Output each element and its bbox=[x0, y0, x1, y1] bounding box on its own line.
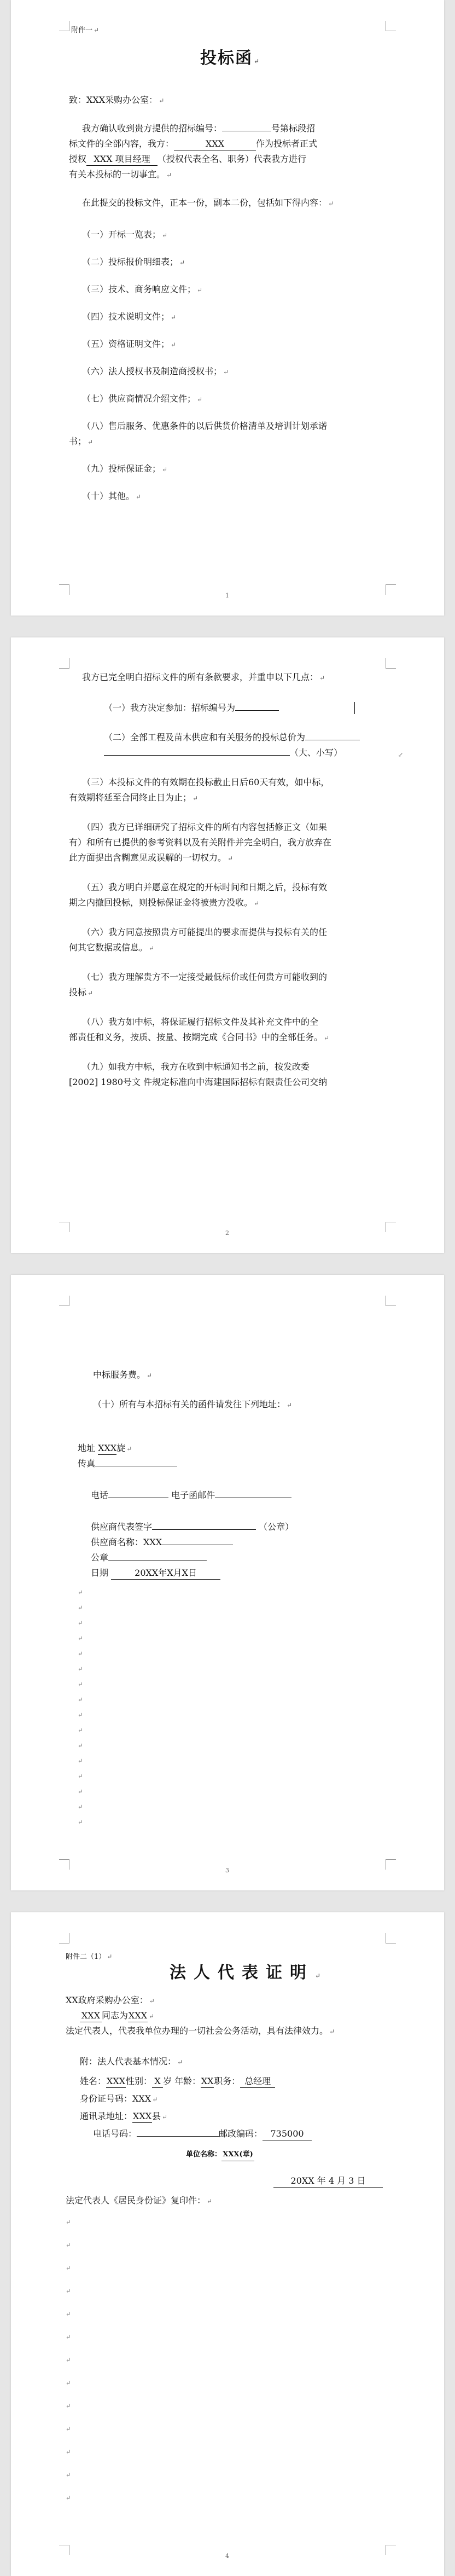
para-6-line-2: 何其它数据或信息。 ↵ bbox=[69, 942, 155, 953]
paragraph-mark-icon: ↵ bbox=[78, 1650, 83, 1657]
list-item: （九）投标保证金； ↵ bbox=[82, 463, 168, 474]
attachment-label: 附件一 ↵ bbox=[71, 26, 100, 34]
page-number: 4 bbox=[225, 2552, 229, 2560]
paragraph-mark-icon: ↵ bbox=[66, 2265, 71, 2272]
paragraph-mark-icon: ↵ bbox=[66, 2242, 71, 2249]
list-item: （五）资格证明文件； ↵ bbox=[82, 339, 177, 349]
crop-mark-bottom-right bbox=[386, 584, 396, 595]
page-title: 法人代表证明 ↵ bbox=[170, 1963, 329, 1982]
comrade-line: XXX 同志为XXX ↵ bbox=[80, 2010, 154, 2022]
para-1: （一）我方决定参加：招标编号为 bbox=[104, 702, 279, 714]
page-number: 3 bbox=[225, 1867, 229, 1874]
crop-mark-top-left bbox=[59, 1933, 69, 1943]
unit-name-line: 单位名称： XXX(章) bbox=[186, 2149, 254, 2161]
submit-line: 在此提交的投标文件，正本一份，副本二份，包括如下得内容： ↵ bbox=[82, 198, 334, 208]
intro-line-1: 我方确认收到贵方提供的招标编号： 号第标段招 bbox=[82, 123, 316, 134]
crop-mark-top-right bbox=[386, 1933, 396, 1943]
list-item: （三）技术、商务响应文件； ↵ bbox=[82, 284, 203, 294]
paragraph-mark-icon: ↵ bbox=[78, 1604, 83, 1611]
para-5-line-1: （五）我方明白并愿意在规定的开标时间和日期之后，投标有效 bbox=[82, 882, 328, 892]
crop-mark-bottom-right bbox=[386, 1222, 396, 1232]
page-number: 1 bbox=[225, 592, 229, 599]
paragraph-mark-icon: ↵ bbox=[78, 1727, 83, 1734]
paragraph-mark-icon: ↵ bbox=[66, 2357, 71, 2364]
list-item: （二）投标报价明细表； ↵ bbox=[82, 257, 185, 267]
document-page-1 bbox=[11, 0, 444, 616]
para-6-line-1: （六）我方同意按照贵方可能提出的要求而提供与投标有关的任 bbox=[82, 927, 328, 937]
paragraph-mark-icon: ↵ bbox=[78, 1788, 83, 1795]
para-9-line-2: [2002] 1980号文 件规定标准向中海建国际招标有限责任公司交纳 bbox=[69, 1077, 328, 1087]
crop-mark-bottom-left bbox=[59, 2545, 69, 2555]
page-number: 2 bbox=[225, 1229, 229, 1237]
page-title: 投标函 ↵ bbox=[200, 49, 261, 68]
service-fee-line: 中标服务费。 ↵ bbox=[93, 1370, 153, 1380]
document-page-4 bbox=[11, 1912, 444, 2576]
list-item: （十）其他。 ↵ bbox=[82, 491, 142, 501]
crop-mark-bottom-left bbox=[59, 1222, 69, 1232]
id-copy-heading: 法定代表人《居民身份证》复印件： ↵ bbox=[66, 2195, 213, 2206]
crop-mark-bottom-right bbox=[386, 1859, 396, 1870]
date-line: 日期 20XX年X月X日 bbox=[91, 1567, 220, 1580]
crop-mark-bottom-left bbox=[59, 584, 69, 595]
document-page-3 bbox=[11, 1275, 444, 1890]
paragraph-mark-icon: ↵ bbox=[66, 2449, 71, 2456]
paragraph-mark-icon: ↵ bbox=[78, 1681, 83, 1688]
crop-mark-bottom-right bbox=[386, 2545, 396, 2555]
crop-mark-top-left bbox=[59, 658, 69, 669]
paragraph-mark-icon: ↵ bbox=[66, 2494, 71, 2502]
supplier-name-line: 供应商名称：XXX bbox=[91, 1536, 233, 1548]
para-4-line-1: （四）我方已详细研究了招标文件的所有内容包括修正文（如果 bbox=[82, 822, 328, 832]
para-3-line-1: （三）本投标文件的有效期在投标截止日后60天有效，如中标， bbox=[82, 777, 330, 787]
para-3-line-2: 有效期将延至合同终止日为止； ↵ bbox=[69, 792, 199, 803]
paragraph-mark-icon: ↵ bbox=[66, 2426, 71, 2433]
paragraph-mark-icon: ↵ bbox=[78, 1589, 83, 1596]
attachment-note: 附：法人代表基本情况： ↵ bbox=[80, 2056, 183, 2067]
list-item: （八）售后服务、优惠条件的以后供货价格清单及培训计划承诺 bbox=[82, 421, 328, 431]
para-2-line-2: （大、小写） bbox=[104, 747, 342, 759]
para-8-line-2: 部责任和义务，按质、按量、按期完成《合同书》中的全部任务。 ↵ bbox=[69, 1032, 330, 1042]
paragraph-mark-icon: ↵ bbox=[78, 1819, 83, 1826]
paragraph-mark-icon: ↵ bbox=[66, 2380, 71, 2387]
crop-mark-top-right bbox=[386, 21, 396, 31]
para-5-line-2: 期之内撤回投标，则投标保证金将被贵方没收。 ↵ bbox=[69, 897, 260, 908]
phone-zip-line: 电话号码： 邮政编码： 735000 bbox=[93, 2128, 312, 2140]
intro-line-2: 标文件的全部内容，我方： XXX 作为投标者正式 bbox=[69, 138, 317, 150]
salutation: 致：XXX采购办公室： ↵ bbox=[69, 95, 165, 105]
list-item: 书； ↵ bbox=[69, 436, 94, 446]
legal-rep-statement: 法定代表人，代表我单位办理的一切社会公务活动，具有法律效力。 ↵ bbox=[66, 2026, 335, 2036]
para-2-line-1: （二）全部工程及苗木供应和有关服务的投标总价为 bbox=[104, 732, 360, 744]
paragraph-mark-icon: ↵ bbox=[78, 1773, 83, 1780]
paragraph-arrow-icon: ↙ bbox=[398, 751, 404, 758]
fax-line: 传真 bbox=[78, 1458, 177, 1470]
list-item: （四）技术说明文件； ↵ bbox=[82, 311, 177, 322]
representative-signature-line: 供应商代表签字 （公章） bbox=[91, 1522, 294, 1532]
para-4-line-2: 有）和所有已提供的参考资料以及有关附件并完全明白，我方放弃在 bbox=[69, 837, 332, 848]
mailing-address-line: 通讯录地址：XXX县 ↵ bbox=[80, 2110, 167, 2123]
attachment-label: 附件二（1） ↵ bbox=[66, 1953, 113, 1961]
lead-paragraph: 我方已完全明白招标文件的所有条款要求，并重申以下几点： ↵ bbox=[82, 672, 325, 682]
paragraph-mark-icon: ↵ bbox=[78, 1620, 83, 1627]
phone-email-line: 电话 电子函邮件 bbox=[91, 1489, 291, 1501]
paragraph-mark-icon: ↵ bbox=[66, 2311, 71, 2318]
document-page-2 bbox=[11, 637, 444, 1253]
text-cursor bbox=[354, 702, 355, 714]
para-8-line-1: （八）我方如中标，将保证履行招标文件及其补充文件中的全 bbox=[82, 1017, 319, 1027]
paragraph-mark-icon: ↵ bbox=[66, 2219, 71, 2226]
para-7-line-1: （七）我方理解贵方不一定接受最低标价或任何贵方可能收到的 bbox=[82, 972, 328, 982]
crop-mark-top-right bbox=[386, 658, 396, 669]
address-line: 地址 XXX旋 ↵ bbox=[78, 1442, 132, 1455]
paragraph-mark-icon: ↵ bbox=[78, 1635, 83, 1642]
paragraph-mark-icon: ↵ bbox=[78, 1742, 83, 1749]
paragraph-mark-icon: ↵ bbox=[78, 1803, 83, 1811]
paragraph-mark-icon: ↵ bbox=[66, 2471, 71, 2479]
recipient-line: XX政府采购办公室： ↵ bbox=[66, 1995, 155, 2005]
paragraph-mark-icon: ↵ bbox=[66, 2288, 71, 2295]
signing-date: 20XX 年 4 月 3 日 bbox=[273, 2175, 383, 2188]
paragraph-mark-icon: ↵ bbox=[78, 1666, 83, 1673]
paragraph-mark-icon: ↵ bbox=[66, 2403, 71, 2410]
seal-line: 公章 bbox=[91, 1552, 207, 1564]
intro-line-3: 授权 XXX 项目经理 （授权代表全名、职务）代表我方进行 bbox=[69, 153, 306, 166]
list-item: （七）供应商情况介绍文件； ↵ bbox=[82, 393, 203, 404]
para-9-line-1: （九）如我方中标，我方在收到中标通知书之前，按发改委 bbox=[82, 1061, 310, 1072]
personal-info-line: 姓名：XXX性别： X 岁 年龄：XX职务： 总经理 bbox=[80, 2075, 275, 2088]
id-number-line: 身份证号码：XXX ↵ bbox=[80, 2093, 158, 2104]
para-7-line-2: 投标 ↵ bbox=[69, 987, 94, 997]
address-instruction: （十）所有与本招标有关的函件请发往下列地址： ↵ bbox=[93, 1399, 293, 1409]
paragraph-mark-icon: ↵ bbox=[78, 1711, 83, 1719]
crop-mark-top-left bbox=[59, 1296, 69, 1306]
para-4-line-3: 此方面提出含糊意见或误解的一切权力。 ↵ bbox=[69, 852, 234, 863]
list-item: （六）法人授权书及制造商授权书； ↵ bbox=[82, 366, 229, 376]
crop-mark-top-left bbox=[59, 21, 69, 31]
list-item: （一）开标一览表； ↵ bbox=[82, 229, 168, 240]
paragraph-mark-icon: ↵ bbox=[66, 2334, 71, 2341]
crop-mark-top-right bbox=[386, 1296, 396, 1306]
intro-line-4: 有关本投标的一切事宜。 ↵ bbox=[69, 169, 172, 179]
paragraph-mark-icon: ↵ bbox=[78, 1757, 83, 1765]
paragraph-mark-icon: ↵ bbox=[78, 1696, 83, 1703]
crop-mark-bottom-left bbox=[59, 1859, 69, 1870]
